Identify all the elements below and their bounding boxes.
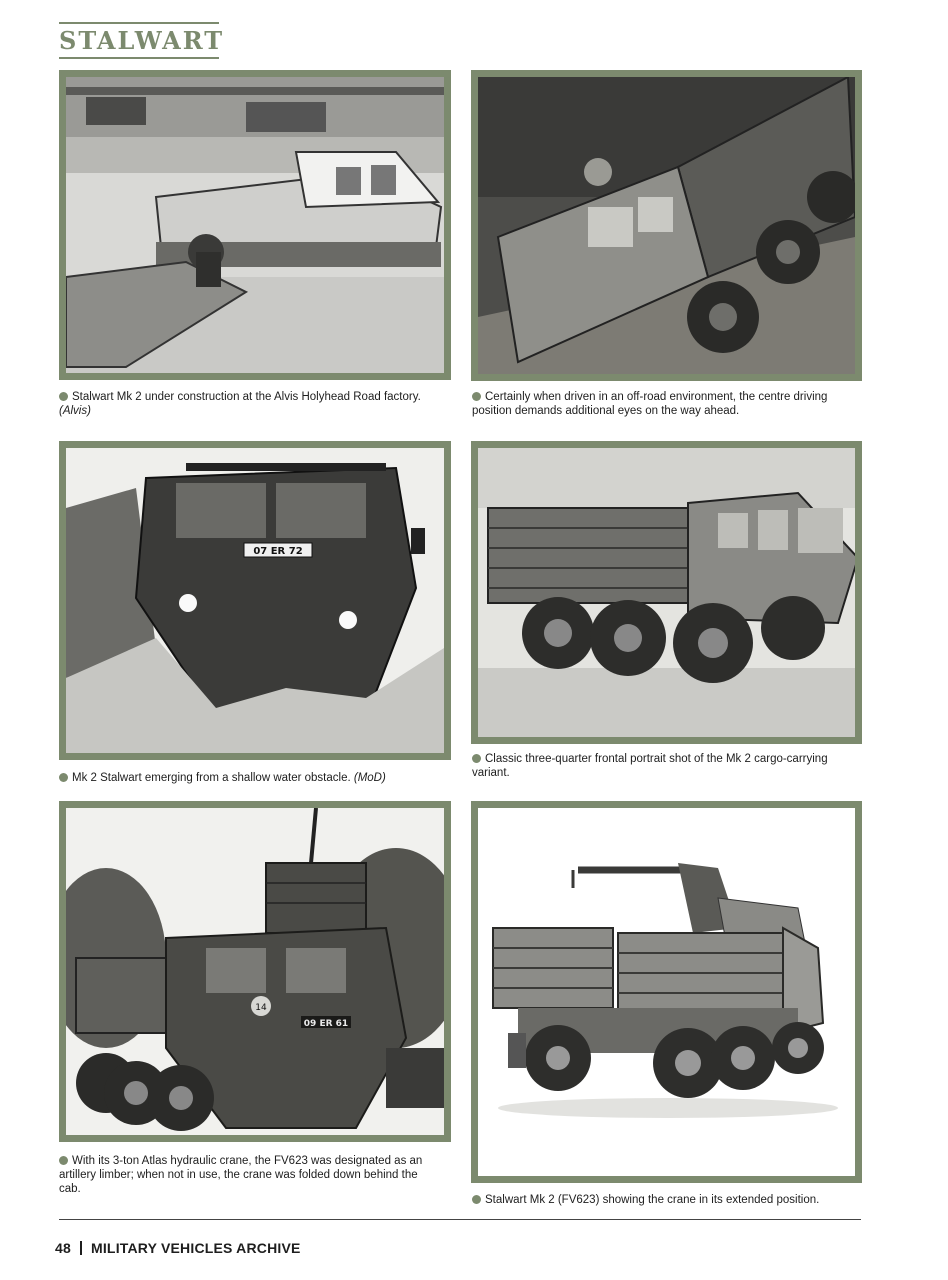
page-footer [55,1240,301,1256]
page-number: 48 [55,1240,71,1256]
caption-3: Mk 2 Stalwart emerging from a shallow water obstacle. (MoD) [59,771,444,785]
footer-rule [59,1219,861,1220]
caption-2: Certainly when driven in an off-road environment, the centre driving position demands additional eyes on the way ahead. [472,391,828,417]
publication-title: MILITARY VEHICLES ARCHIVE [90,1240,301,1256]
bullet-dot [472,1195,481,1204]
plate-text: 09 ER 61 [303,1019,349,1029]
bullet-dot [59,1156,68,1165]
photo-crane-extended [471,801,862,1183]
caption-6: Stalwart Mk 2 (FV623) showing the crane in its extended position. [472,1193,867,1207]
bullet-dot [59,392,68,401]
footer-separator [80,1241,82,1255]
photo-offroad-driving [471,70,862,381]
photo-factory-construction [59,70,451,380]
photo-water-obstacle [59,441,451,760]
bullet-dot [472,392,481,401]
bullet-dot [59,773,68,782]
photo-cargo-variant [471,441,862,744]
photo-artillery-limber [59,801,451,1142]
bullet-dot [472,754,481,763]
caption-1: Stalwart Mk 2 under construction at the Alvis Holyhead Road factory. (Alvis) [59,391,421,417]
caption-5: With its 3-ton Atlas hydraulic crane, the FV623 was designated as an artillery limber; when not in use, the crane was folded down behind the cab. [59,1155,423,1195]
section-title: STALWART [59,22,219,59]
caption-4: Classic three-quarter frontal portrait shot of the Mk 2 cargo-carrying variant. [472,753,828,779]
plate-text: 07 ER 72 [253,546,303,557]
marking-text: 14 [255,1003,267,1013]
